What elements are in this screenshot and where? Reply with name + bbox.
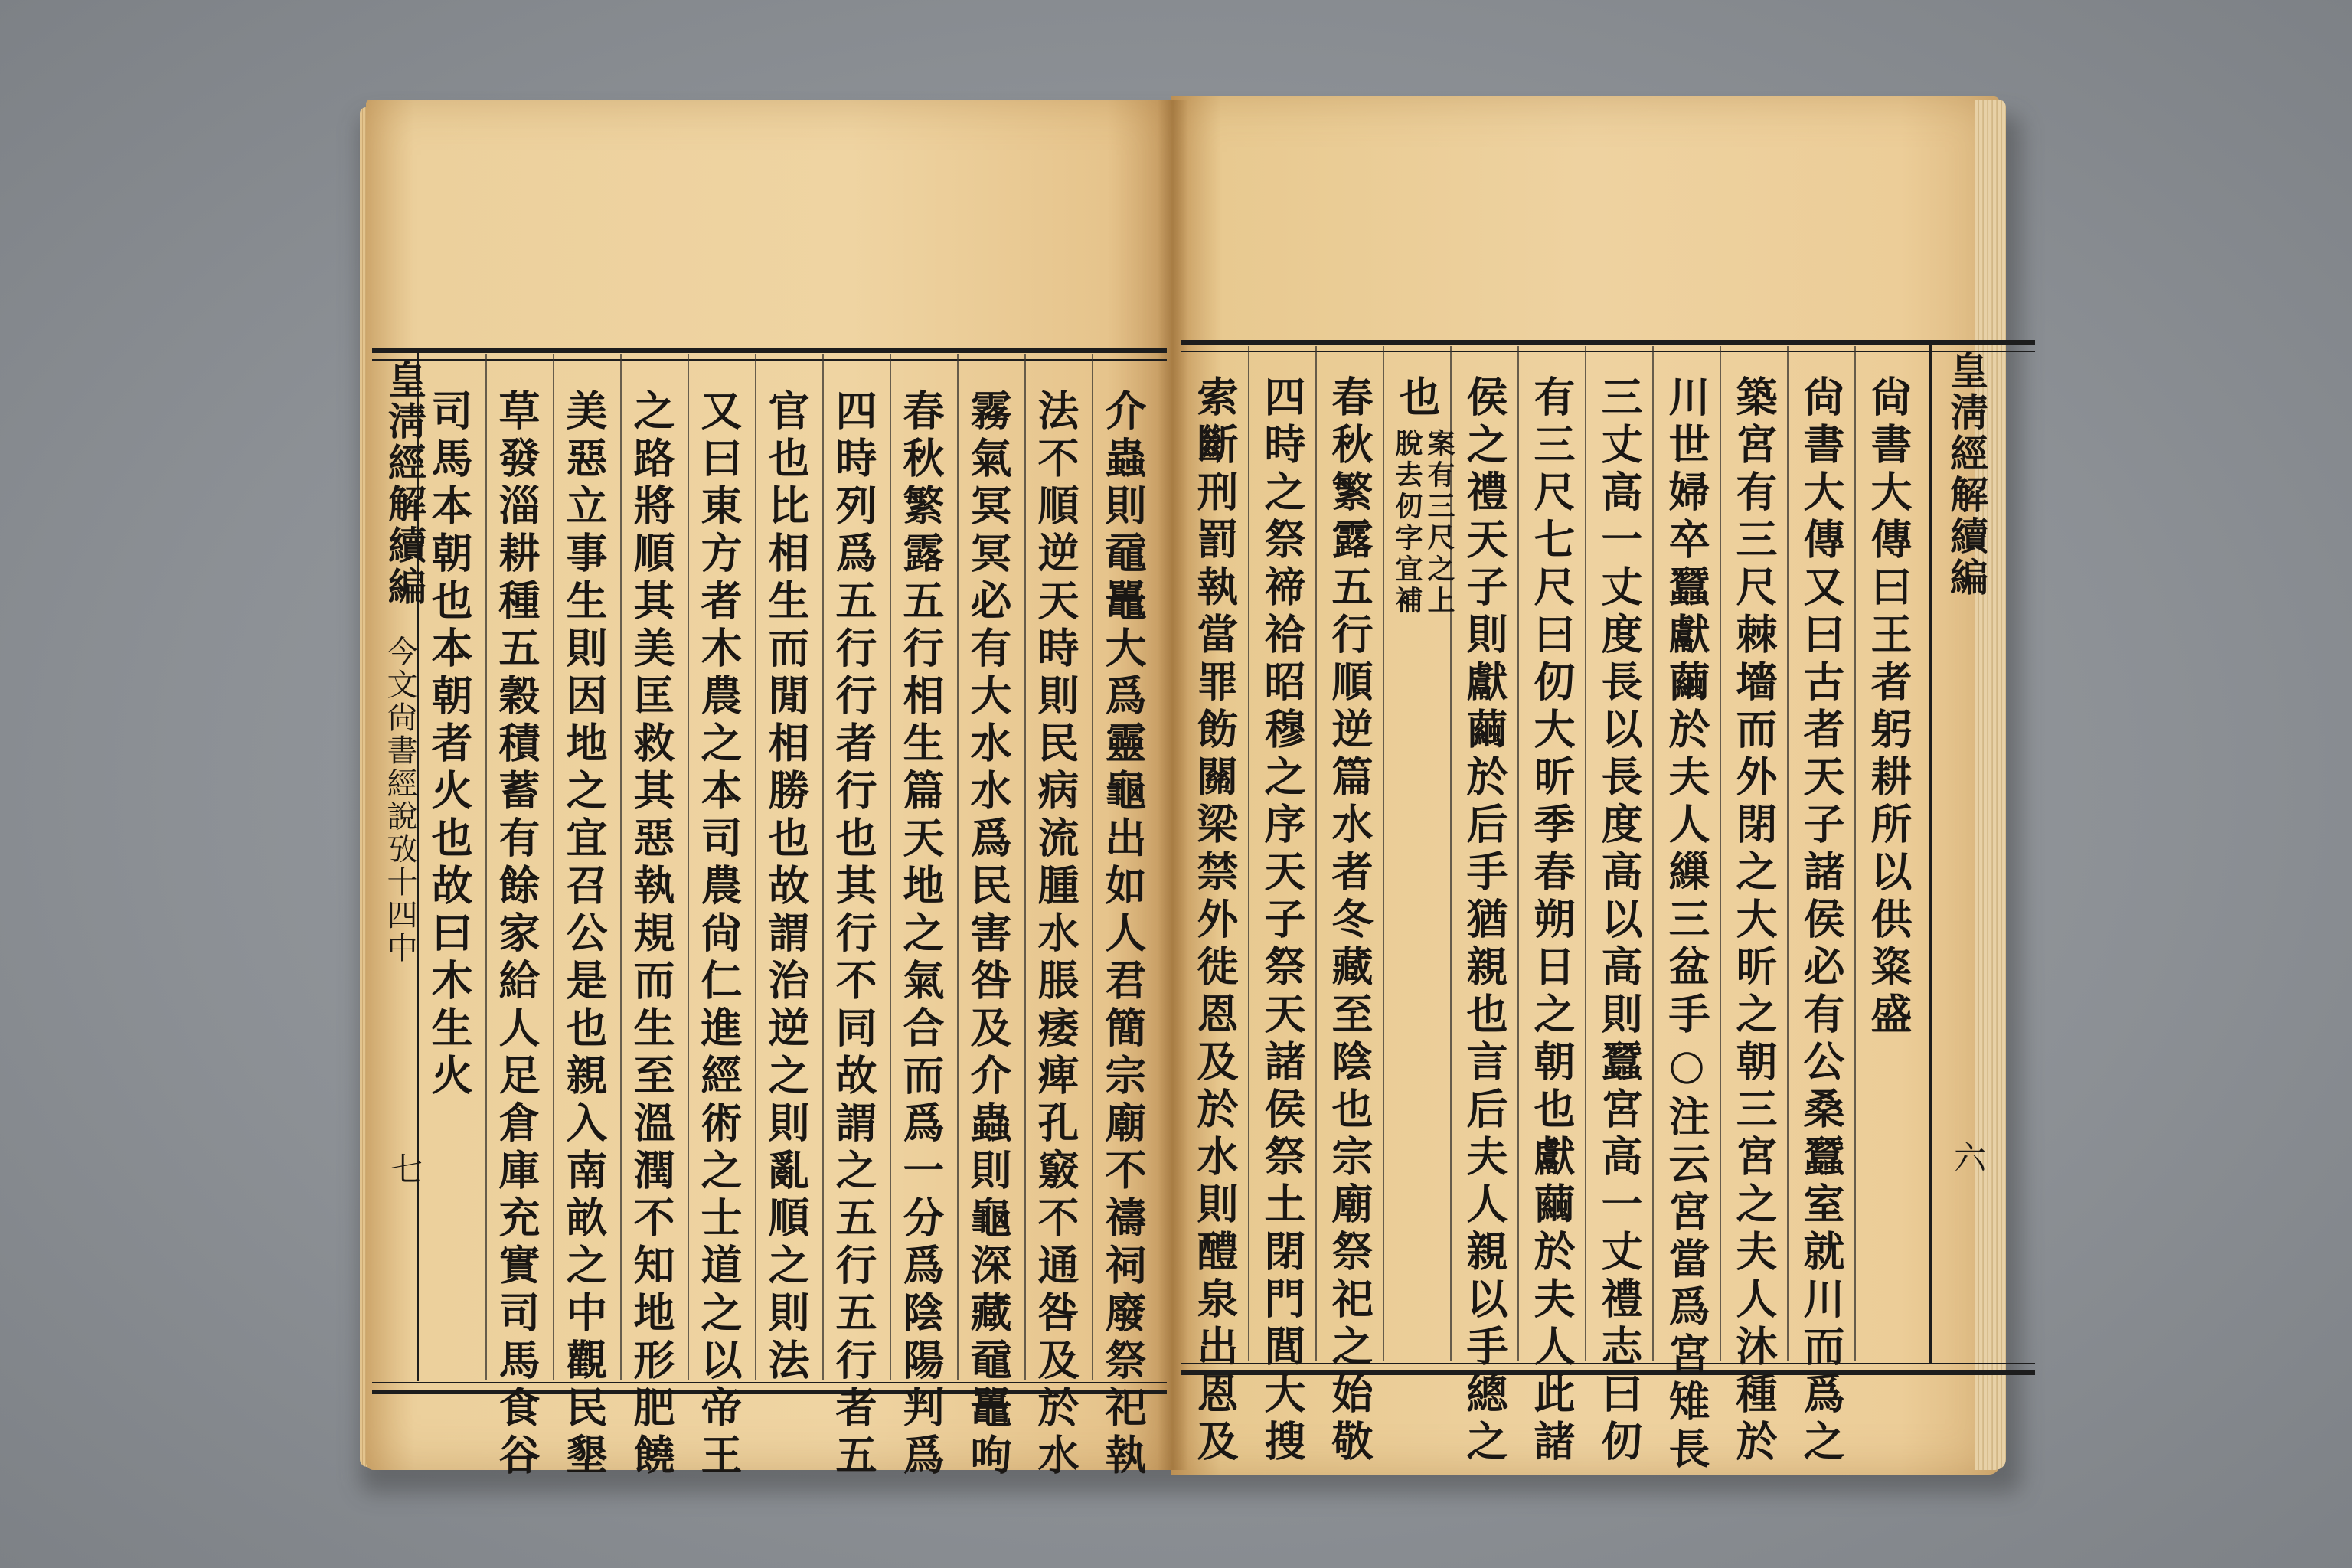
text-column: 草發淄耕種五穀積蓄有餘家給人足倉庫充實司馬食谷 bbox=[492, 389, 541, 1481]
text-column: 川世婦卒蠶獻繭於夫人繅三盆手○注云宮當爲宮雉長 bbox=[1662, 375, 1711, 1475]
column-rule bbox=[1787, 346, 1788, 1361]
inline-note-column: 脫去仞字宜補 bbox=[1391, 429, 1423, 617]
column-rule bbox=[1585, 346, 1586, 1361]
text-column: 又曰東方者木農之本司農尙仁進經術之士道之以帝王 bbox=[694, 389, 743, 1481]
column-rule bbox=[822, 354, 824, 1380]
text-column: 有三尺七尺曰仞大昕季春朔日之朝也獻繭於夫人此諸 bbox=[1527, 375, 1576, 1467]
text-column: 介蟲則黿鼉大爲靈龜出如人君簡宗廟不禱祠廢祭祀執 bbox=[1099, 389, 1148, 1481]
column-rule bbox=[1854, 346, 1856, 1361]
text-column: 四時之祭禘祫昭穆之序天子祭天諸侯祭土閉門閭大搜 bbox=[1258, 375, 1307, 1467]
left-page-number: 七 bbox=[386, 1152, 423, 1184]
text-column: 四時列爲五行行者行也其行不同故謂之五行五行者五 bbox=[829, 389, 878, 1481]
left-book-title: 皇淸經解續編 bbox=[382, 360, 427, 608]
text-column: 春秋繁露五行相生篇天地之氣合而爲一分爲陰陽判爲 bbox=[897, 389, 946, 1481]
right-book-title: 皇淸經解續編 bbox=[1944, 351, 1989, 599]
right-page-number: 六 bbox=[1949, 1141, 1987, 1173]
column-rule bbox=[1315, 346, 1317, 1361]
left-section-title: 今文尙書經說攷十四中 bbox=[382, 635, 417, 965]
column-rule bbox=[553, 354, 554, 1380]
text-column: 築宮有三尺棘墻而外閉之大昕之朝三宮之夫人沐種於 bbox=[1730, 375, 1779, 1467]
column-rule bbox=[620, 354, 622, 1380]
column-rule bbox=[1092, 354, 1093, 1380]
column-rule bbox=[1652, 346, 1654, 1361]
text-column: 霧氣冥冥必有大水水爲民害咎及介蟲則龜深藏黿鼉呴 bbox=[964, 389, 1013, 1481]
column-rule bbox=[890, 354, 891, 1380]
column-rule bbox=[688, 354, 689, 1380]
column-rule bbox=[1024, 354, 1026, 1380]
text-column: 三丈高一丈度長以長度高以高則蠶宮高一丈禮志曰仞 bbox=[1595, 375, 1644, 1467]
column-rule bbox=[1517, 346, 1519, 1361]
column-rule bbox=[485, 354, 487, 1380]
text-column: 侯之禮天子則獻繭於后手猶親也言后夫人親以手總之 bbox=[1460, 375, 1509, 1467]
text-column: 春秋繁露五行順逆篇水者冬藏至陰也宗廟祭祀之始敬 bbox=[1325, 375, 1374, 1467]
inline-note-column: 案有三尺之上 bbox=[1423, 429, 1455, 617]
text-column: 尙書大傳又曰古者天子諸侯必有公桑蠶室就川而爲之 bbox=[1797, 375, 1846, 1467]
text-column: 官也比相生而閒相勝也故謂治逆之則亂順之則法 bbox=[762, 389, 811, 1386]
column-rule bbox=[755, 354, 756, 1380]
text-column: 索斷刑罰執當罪飭關梁禁外徙恩及於水則醴泉出恩及 bbox=[1191, 375, 1240, 1467]
text-column: 之路將順其美匡救其惡執規而生至溫潤不知地形肥饒 bbox=[627, 389, 676, 1481]
column-rule bbox=[1248, 346, 1250, 1361]
text-column: 尙書大傳曰王者躬耕所以供粢盛 bbox=[1864, 375, 1913, 1040]
text-column: 司馬本朝也本朝者火也故曰木生火 bbox=[425, 389, 474, 1101]
column-rule bbox=[1383, 346, 1384, 1361]
column-rule bbox=[957, 354, 959, 1380]
text-column: 法不順逆天時則民病流腫水脹痿痺孔竅不通咎及於水 bbox=[1031, 389, 1080, 1481]
column-rule bbox=[1720, 346, 1721, 1361]
text-column: 美惡立事生則因地之宜召公是也親入南畝之中觀民墾 bbox=[560, 389, 609, 1481]
text-column: 也 bbox=[1393, 375, 1442, 423]
